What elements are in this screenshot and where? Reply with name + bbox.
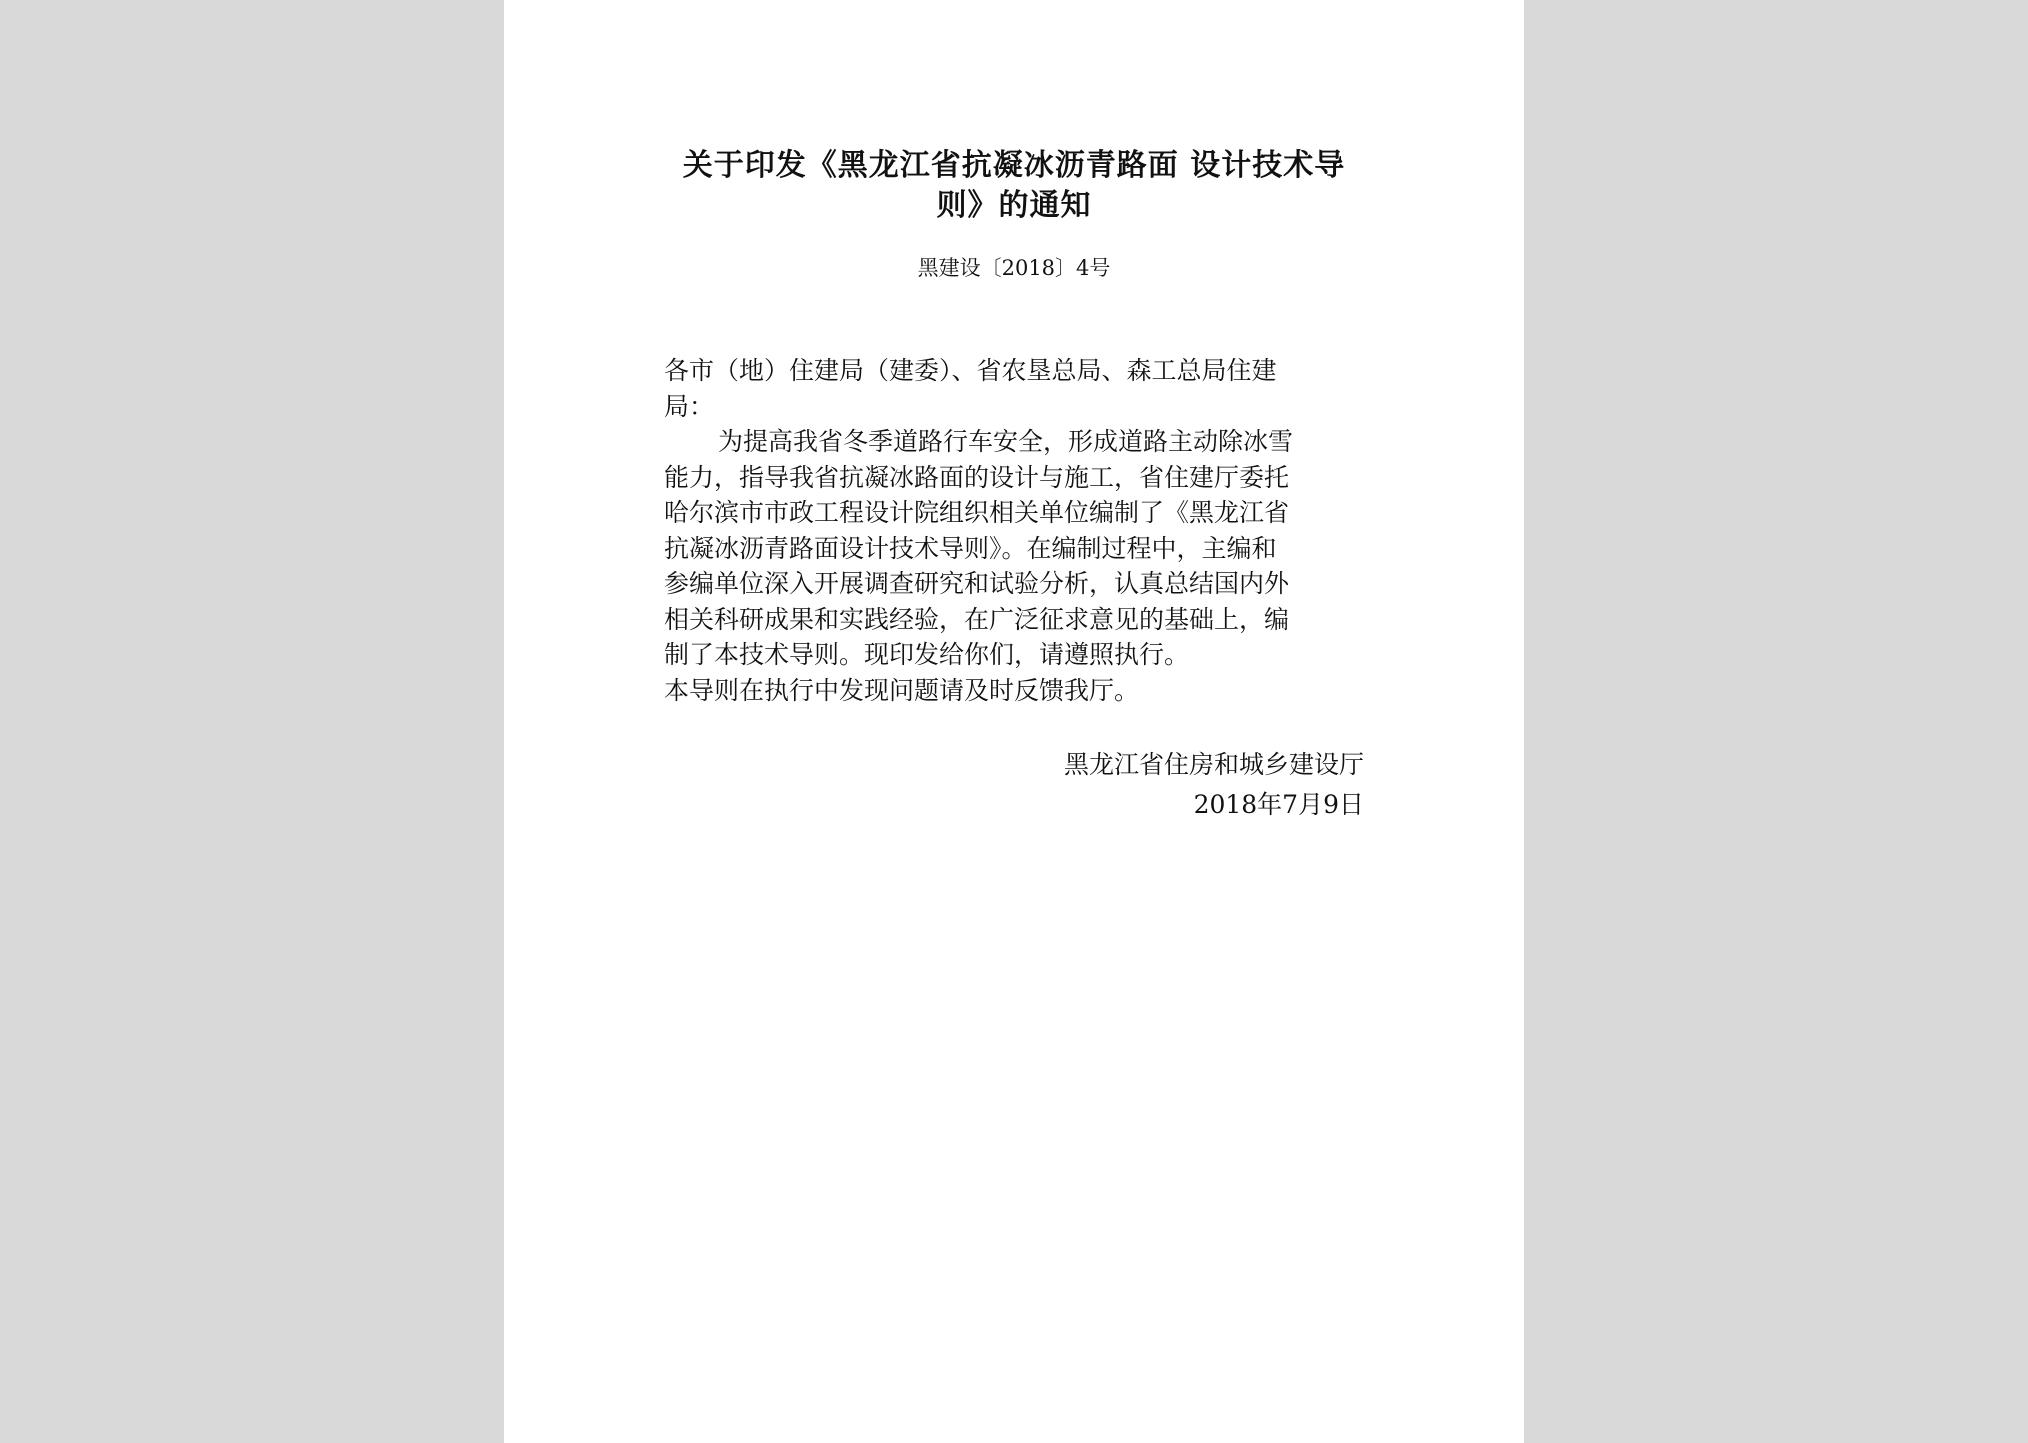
title-line-1: 关于印发《黑龙江省抗凝冰沥青路面 设计技术导 [682,148,1346,183]
issue-date: 2018年7月9日 [1193,790,1364,819]
paragraph-line-5: 参编单位深入开展调查研究和试验分析，认真总结国内外 [664,569,1290,598]
document-page [504,0,1524,1443]
issuer-name: 黑龙江省住房和城乡建设厅 [1063,750,1364,779]
paragraph-line-4: 抗凝冰沥青路面设计技术导则》。在编制过程中，主编和 [664,533,1277,563]
signature-block [944,745,1364,825]
notice-body [664,353,1384,708]
recipients-line-1: 各市（地）住建局（建委）、省农垦总局、森工总局住建 [664,356,1277,385]
closing-line: 本导则在执行中发现问题请及时反馈我厅。 [664,675,1140,705]
recipients-line-2: 局： [664,391,715,421]
paragraph-line-3: 哈尔滨市市政工程设计院组织相关单位编制了《黑龙江省 [664,498,1290,527]
notice-title [654,146,1374,226]
paragraph-line-7: 制了本技术导则。现印发给你们，请遵照执行。 [664,640,1190,669]
paragraph-line-6: 相关科研成果和实践经验，在广泛征求意见的基础上，编 [664,604,1290,634]
document-number: 黑建设〔2018〕4号 [917,256,1111,280]
paragraph-line-1: 为提高我省冬季道路行车安全，形成道路主动除冰雪 [718,427,1294,456]
paragraph-line-2: 能力，指导我省抗凝冰路面的设计与施工，省住建厅委托 [664,462,1290,492]
title-line-2: 则》的通知 [936,188,1092,223]
